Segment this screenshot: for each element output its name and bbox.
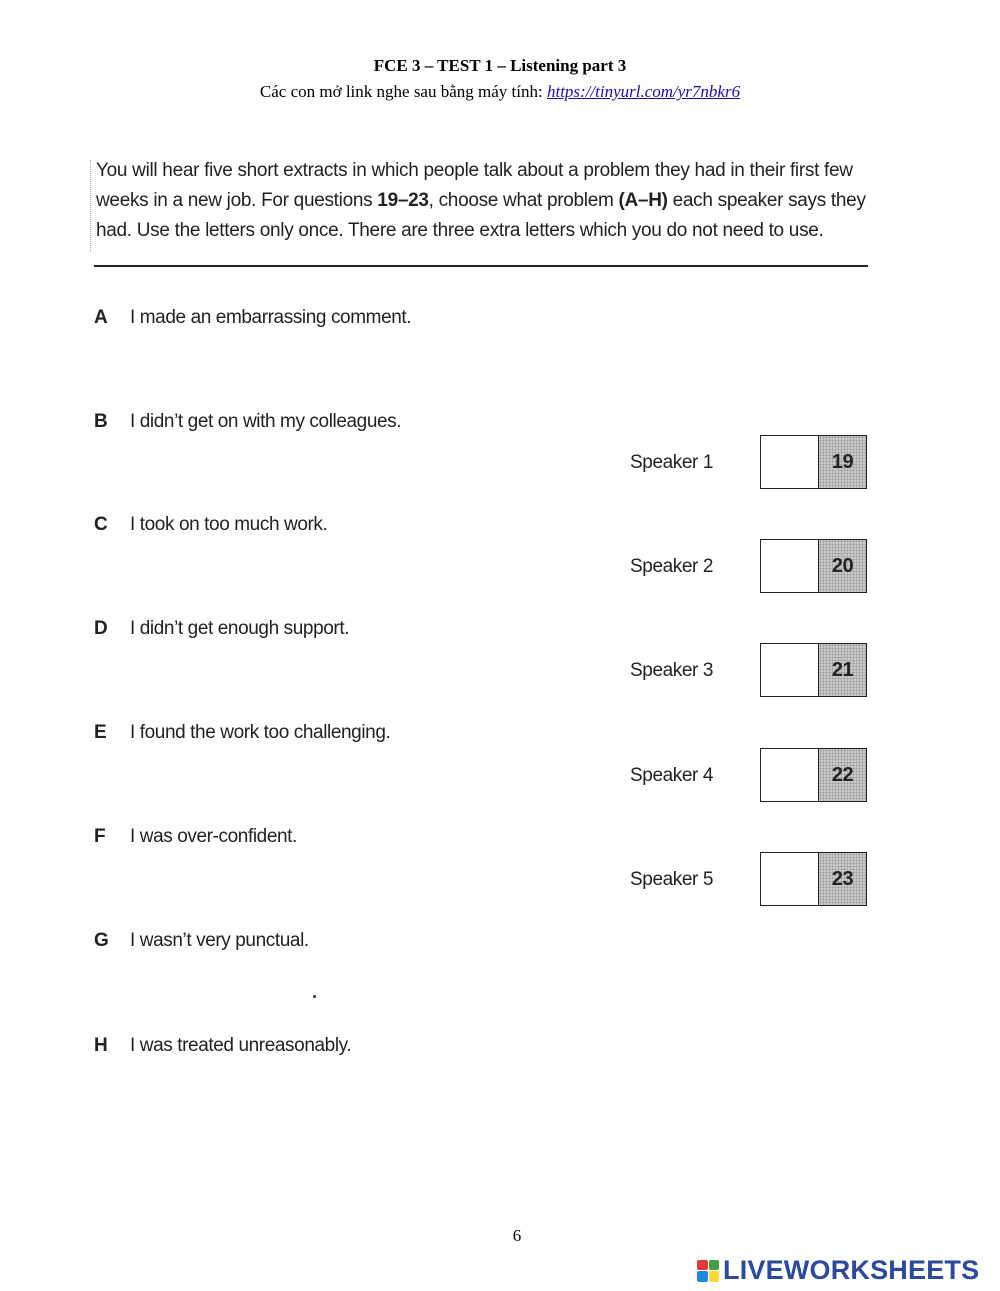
- answer-input-speaker-5[interactable]: [761, 853, 819, 905]
- answer-box-20: [760, 539, 867, 593]
- scan-speck: [313, 995, 316, 998]
- instructions-text-1: You will hear five short extracts in which people talk about a problem they had in their first few weeks in a new job. For questions: [96, 160, 853, 211]
- answer-input-speaker-2[interactable]: [761, 540, 819, 592]
- audio-link[interactable]: https://tinyurl.com/yr7nbkr6: [546, 82, 741, 101]
- logo-square: [697, 1271, 708, 1282]
- instructions-text-2: , choose what problem: [428, 190, 619, 211]
- logo-square: [709, 1271, 720, 1282]
- option-d: [94, 618, 349, 640]
- answer-box-19: [760, 435, 867, 489]
- question-number-21: 21: [819, 644, 866, 696]
- instructions-text-3: each speaker says they had. Use the letters only once. There are three extra letters which you do not need to use.: [96, 190, 866, 241]
- speaker-1-label: Speaker 1: [630, 452, 714, 473]
- question-number-22: 22: [819, 749, 866, 801]
- link-prefix: Các con mở link nghe sau bằng máy tính:: [259, 82, 547, 101]
- option-letter: D: [94, 618, 108, 639]
- logo-square: [709, 1260, 720, 1271]
- option-letter: G: [94, 930, 109, 951]
- option-text: I was treated unreasonably.: [130, 1035, 352, 1056]
- speaker-4-label: Speaker 4: [630, 765, 714, 786]
- option-letter: E: [94, 722, 107, 743]
- brand-wordmark: LIVEWORKSHEETS: [723, 1255, 980, 1285]
- speaker-2-label: Speaker 2: [630, 556, 714, 577]
- divider-rule: [94, 265, 868, 267]
- speaker-3-label: Speaker 3: [630, 660, 714, 681]
- option-letter: B: [94, 411, 108, 432]
- option-letter: F: [94, 826, 106, 847]
- option-e: [94, 722, 390, 744]
- option-text: I wasn’t very punctual.: [130, 930, 309, 951]
- audio-link-line: [0, 82, 1000, 102]
- liveworksheets-brand[interactable]: [697, 1255, 979, 1286]
- liveworksheets-logo-icon: [697, 1260, 719, 1282]
- option-text: I didn’t get on with my colleagues.: [130, 411, 402, 432]
- answer-box-21: [760, 643, 867, 697]
- option-text: I found the work too challenging.: [130, 722, 391, 743]
- speaker-5-label: Speaker 5: [630, 869, 714, 890]
- option-h: [94, 1035, 351, 1057]
- page-number: 6: [512, 1226, 522, 1245]
- answer-input-speaker-4[interactable]: [761, 749, 819, 801]
- option-text: I didn’t get enough support.: [130, 618, 350, 639]
- option-text: I made an embarrassing comment.: [130, 307, 412, 328]
- option-letter: H: [94, 1035, 108, 1056]
- option-letter: C: [94, 514, 108, 535]
- worksheet-title: FCE 3 – TEST 1 – Listening part 3: [373, 56, 627, 75]
- instructions-paragraph: [96, 156, 876, 246]
- option-b: [94, 411, 401, 433]
- option-g: [94, 930, 309, 952]
- instructions-question-range: 19–23: [377, 190, 429, 211]
- answer-box-23: [760, 852, 867, 906]
- answer-input-speaker-1[interactable]: [761, 436, 819, 488]
- question-number-23: 23: [819, 853, 866, 905]
- option-f: [94, 826, 297, 848]
- scan-edge-dots: [90, 160, 91, 252]
- answer-box-22: [760, 748, 867, 802]
- instructions-letter-range: (A–H): [618, 190, 668, 211]
- option-text: I took on too much work.: [130, 514, 328, 535]
- option-text: I was over-confident.: [130, 826, 297, 847]
- option-a: [94, 307, 411, 329]
- question-number-19: 19: [819, 436, 866, 488]
- question-number-20: 20: [819, 540, 866, 592]
- logo-square: [697, 1260, 708, 1271]
- option-c: [94, 514, 327, 536]
- answer-input-speaker-3[interactable]: [761, 644, 819, 696]
- option-letter: A: [94, 307, 108, 328]
